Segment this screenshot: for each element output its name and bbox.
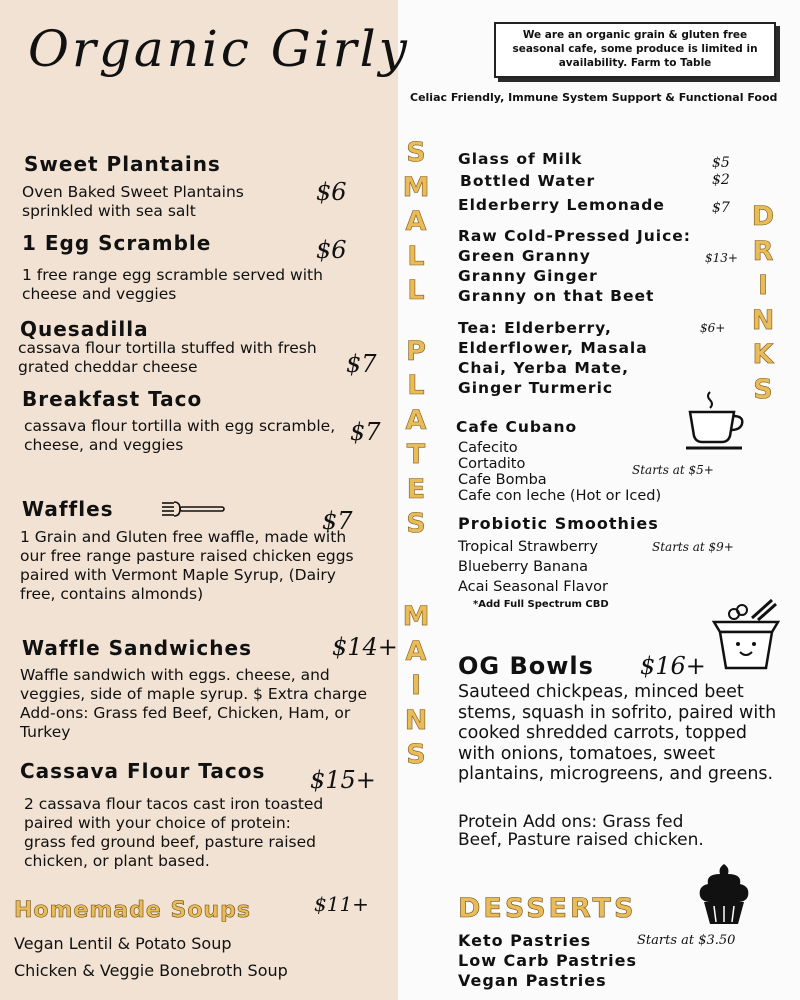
- item-price: $15+: [310, 766, 376, 794]
- vertical-letter: E: [406, 473, 426, 505]
- section-heading-bowls: OG Bowls: [458, 652, 594, 680]
- drink-price: $7: [712, 200, 730, 216]
- bowls-price: $16+: [640, 652, 706, 680]
- desserts-list: [458, 931, 637, 991]
- drink-price: Starts at $9+: [652, 540, 734, 554]
- drink-price: Starts at $5+: [632, 463, 714, 477]
- bowls-desc: Sauteed chickpeas, minced beet stems, squash in sofrito, paired with cooked shredded carrots, topped with onions, tomatoes, sweet plantains, microgreens, and greens.: [458, 682, 777, 784]
- vertical-letter: M: [402, 171, 430, 203]
- item-title: Waffles: [22, 497, 114, 521]
- cupcake-icon: [694, 862, 754, 926]
- vertical-letter: S: [406, 739, 426, 770]
- vertical-letter: I: [757, 270, 769, 301]
- desserts-price: Starts at $3.50: [637, 933, 736, 948]
- coffee-cup-icon: [684, 388, 748, 452]
- vertical-letter: S: [406, 508, 426, 539]
- list-item: Granny Ginger: [458, 267, 598, 285]
- vertical-letter: N: [751, 304, 775, 336]
- vertical-letter: D: [751, 201, 775, 232]
- juice-list: [458, 246, 654, 306]
- list-item: Tropical Strawberry: [458, 539, 598, 555]
- vertical-letter: [399, 309, 433, 335]
- item-desc: Waffle sandwich with eggs. cheese, and veggies, side of maple syrup. $ Extra charge Add-ons: Grass fed Beef, Chicken, Ham, or Turkey: [20, 666, 368, 741]
- drink-title: Elderberry Lemonade: [458, 196, 665, 214]
- list-item: Acai Seasonal Flavor: [458, 579, 608, 595]
- item-price: $6: [316, 178, 347, 206]
- vertical-letter: A: [405, 404, 427, 436]
- list-item: Low Carb Pastries: [458, 951, 638, 970]
- vertical-letter: S: [406, 137, 426, 168]
- vertical-letter: T: [406, 439, 426, 470]
- cbd-note: *Add Full Spectrum CBD: [473, 599, 609, 610]
- item-desc: Oven Baked Sweet Plantains sprinkled with sea salt: [22, 183, 244, 220]
- info-box: We are an organic grain & gluten free seasonal cafe, some produce is limited in availability. Farm to Table: [494, 22, 776, 78]
- list-item: Blueberry Banana: [458, 559, 589, 575]
- item-price: $6: [316, 236, 347, 264]
- takeout-box-icon: [712, 596, 782, 670]
- label-small-plates: [399, 136, 433, 542]
- item-title: 1 Egg Scramble: [22, 231, 212, 255]
- vertical-letter: L: [407, 370, 425, 401]
- list-item: Granny on that Beet: [458, 287, 655, 305]
- item-title: Breakfast Taco: [22, 387, 203, 411]
- section-heading-desserts: DESSERTS: [458, 893, 637, 924]
- vertical-letter: A: [405, 635, 427, 667]
- list-item: Green Granny: [458, 247, 591, 265]
- item-desc: 1 Grain and Gluten free waffle, made with our free range pasture raised chicken eggs paired with Vermont Maple Syrup, (Dairy free, contains almonds): [20, 528, 354, 603]
- drink-price: $13+: [705, 251, 738, 265]
- list-item: Chicken & Veggie Bonebroth Soup: [14, 961, 288, 980]
- drink-title: Bottled Water: [460, 172, 596, 190]
- item-title: Cassava Flour Tacos: [20, 759, 266, 783]
- vertical-letter: L: [407, 240, 425, 272]
- drink-title: Raw Cold-Pressed Juice:: [458, 227, 691, 245]
- drink-price: $2: [712, 172, 730, 188]
- item-title: Waffle Sandwiches: [22, 636, 252, 660]
- label-mains: [399, 600, 433, 773]
- item-desc: 1 free range egg scramble served with cheese and veggies: [22, 266, 323, 303]
- vertical-letter: K: [752, 339, 774, 370]
- item-title: Sweet Plantains: [24, 152, 221, 176]
- soups-list: [14, 930, 288, 984]
- item-desc: cassava flour tortilla with egg scramble, cheese, and veggies: [24, 417, 336, 454]
- drink-price: $5: [712, 155, 730, 171]
- vertical-letter: N: [404, 704, 428, 736]
- item-price: $11+: [314, 892, 369, 916]
- vertical-letter: M: [402, 601, 430, 632]
- item-desc: cassava flour tortilla stuffed with fresh grated cheddar cheese: [18, 339, 317, 376]
- drink-title: Tea: Elderberry, Elderflower, Masala Chai, Yerba Mate, Ginger Turmeric: [458, 319, 648, 397]
- vertical-letter: P: [406, 335, 426, 367]
- list-item: Cafecito: [458, 440, 518, 456]
- item-price: $14+: [332, 633, 398, 661]
- list-item: Cafe Bomba: [458, 472, 547, 488]
- vertical-letter: L: [407, 275, 425, 306]
- item-title: Quesadilla: [20, 317, 149, 341]
- drink-title: Probiotic Smoothies: [458, 514, 659, 533]
- label-drinks: [746, 200, 780, 407]
- tagline: Celiac Friendly, Immune System Support & Functional Food: [410, 91, 778, 104]
- item-price: $7: [346, 350, 377, 378]
- drink-title: Cafe Cubano: [456, 418, 578, 436]
- section-heading-soups: Homemade Soups: [14, 898, 251, 923]
- item-price: $7: [322, 507, 353, 535]
- vertical-letter: R: [752, 235, 774, 267]
- list-item: Cafe con leche (Hot or Iced): [458, 488, 662, 504]
- smoothie-list: [458, 537, 608, 597]
- vertical-letter: I: [410, 670, 422, 701]
- drink-title: Glass of Milk: [458, 150, 583, 168]
- list-item: Vegan Pastries: [458, 971, 607, 990]
- list-item: Vegan Lentil & Potato Soup: [14, 934, 232, 953]
- fork-icon: [160, 499, 226, 519]
- bowls-addons: Protein Add ons: Grass fed Beef, Pasture raised chicken.: [458, 812, 704, 850]
- list-item: Keto Pastries: [458, 931, 592, 950]
- vertical-letter: S: [753, 373, 773, 405]
- drink-price: $6+: [700, 321, 726, 335]
- list-item: Cortadito: [458, 456, 526, 472]
- item-desc: 2 cassava flour tacos cast iron toasted paired with your choice of protein: grass fed ground beef, pasture raised chicken, or plant based.: [24, 795, 324, 870]
- cubano-list: [458, 440, 661, 504]
- item-price: $7: [350, 418, 381, 446]
- vertical-letter: A: [405, 206, 427, 237]
- brand-title: Organic Girly: [28, 20, 410, 78]
